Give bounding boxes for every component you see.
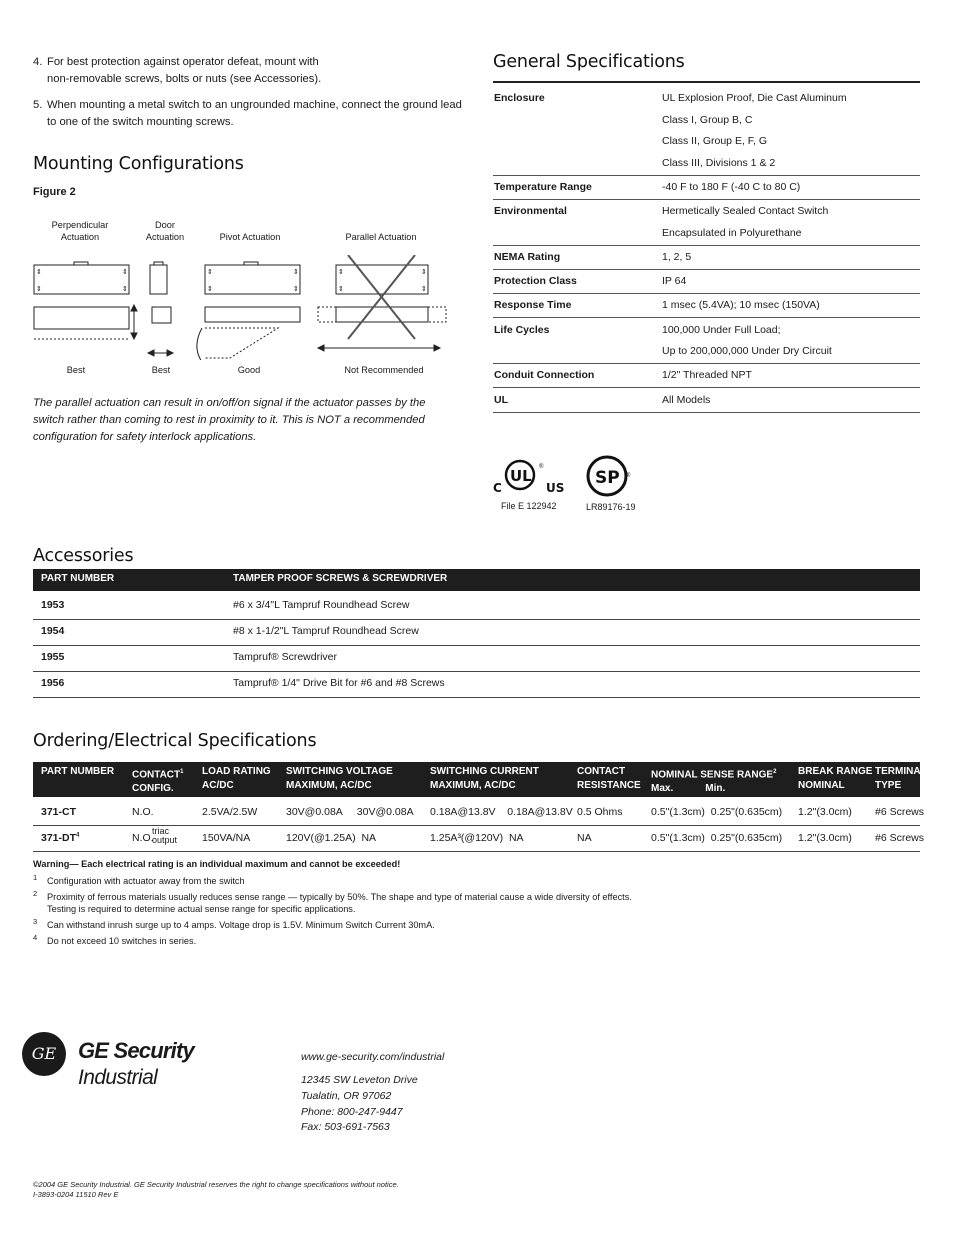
column-header: TERMINAL TYPE: [875, 766, 927, 791]
csa-file-number: LR89176-19: [586, 502, 636, 512]
divider: [493, 387, 920, 388]
switch-body: [34, 265, 129, 294]
ordering-title: Ordering/Electrical Specifications: [33, 731, 317, 751]
contact-config: N.O.: [132, 832, 154, 844]
spec-label-life-cycles: Life Cycles: [494, 324, 550, 336]
svg-text:UL: UL: [510, 467, 532, 485]
spec-label-enclosure: Enclosure: [494, 92, 545, 104]
svg-text:®: ®: [626, 473, 631, 479]
label-best-2: Best: [151, 365, 171, 375]
label-perpendicular: Perpendicular Actuation: [51, 220, 109, 242]
part-description: Tampruf® 1/4" Drive Bit for #6 and #8 Screws: [233, 677, 445, 689]
svg-text:⇕: ⇕: [207, 268, 213, 276]
divider: [493, 245, 920, 246]
note-number: 5.: [33, 99, 43, 111]
spec-value: 1 msec (5.4VA); 10 msec (150VA): [662, 299, 820, 311]
switching-voltage: 30V@0.08A 30V@0.08A: [286, 806, 414, 818]
label-parallel: Parallel Actuation: [345, 232, 417, 242]
divider: [493, 363, 920, 364]
svg-text:⇕: ⇕: [293, 285, 299, 293]
spec-label-protection: Protection Class: [494, 275, 577, 287]
spec-value: 100,000 Under Full Load;: [662, 324, 781, 336]
terminal-type: #6 Screws: [875, 806, 925, 818]
divider: [493, 81, 920, 83]
svg-text:⇕: ⇕: [338, 285, 344, 293]
note-line: When mounting a metal switch to an ungrounded machine, connect the ground lead: [47, 99, 462, 111]
svg-text:®: ®: [539, 464, 544, 470]
csa-logo: [585, 454, 635, 500]
spec-label-nema: NEMA Rating: [494, 251, 561, 263]
break-range: 1.2"(3.0cm): [798, 806, 852, 818]
spec-value: All Models: [662, 394, 711, 406]
svg-text:⇕: ⇕: [36, 268, 42, 276]
column-header: CONTACT$^1$ CONFIG.: [132, 769, 184, 795]
svg-text:⇕: ⇕: [421, 285, 427, 293]
divider: [493, 293, 920, 294]
divider: [33, 851, 920, 852]
switching-current: 1.25A³(@120V) NA: [430, 832, 524, 844]
sense-range: 0.5"(1.3cm) 0.25"(0.635cm): [651, 806, 783, 818]
divider: [493, 412, 920, 413]
column-header: SWITCHING VOLTAGE MAXIMUM, AC/DC: [286, 766, 393, 791]
mounting-diagram: [30, 255, 450, 360]
ul-file-number: File E 122942: [501, 501, 557, 511]
mounting-caption: The parallel actuation can result in on/off/on signal if the actuator passes by the switch rather than coming to rest in proximity to it. This is NOT a recommended configuration for safety interlock applications.: [33, 397, 426, 443]
spec-label-environmental: Environmental: [494, 205, 567, 217]
ordering-header: [33, 762, 927, 797]
spec-label-response: Response Time: [494, 299, 572, 311]
switching-voltage: 120V(@1.25A) NA: [286, 832, 377, 844]
svg-text:⇕: ⇕: [421, 268, 427, 276]
load-rating: 2.5VA/2.5W: [202, 806, 258, 818]
svg-text:⇕: ⇕: [293, 268, 299, 276]
note-line: non-removable screws, bolts or nuts (see Accessories).: [47, 73, 322, 85]
csa-mark-text: SP: [595, 468, 620, 488]
svg-text:⇕: ⇕: [338, 268, 344, 276]
warning-text: Warning— Each electrical rating is an individual maximum and cannot be exceeded!: [33, 859, 401, 869]
contact-address: 12345 SW Leveton Drive Tualatin, OR 97062 Phone: 800-247-9447 Fax: 503-691-7563: [301, 1074, 418, 1134]
column-header: SWITCHING CURRENT MAXIMUM, AC/DC: [430, 766, 539, 791]
column-header: TAMPER PROOF SCREWS & SCREWDRIVER: [233, 573, 448, 584]
column-header: BREAK RANGE NOMINAL: [798, 766, 873, 791]
part-description: Tampruf® Screwdriver: [233, 651, 338, 663]
ul-listed-logo: [490, 458, 570, 496]
legal-notice: ©2004 GE Security Industrial. GE Security Industrial reserves the right to change specifications without notice. I-3893-0204 11510 Rev E: [33, 1180, 399, 1199]
note-line: For best protection against operator defeat, mount with: [47, 56, 319, 68]
spec-value: 1, 2, 5: [662, 251, 692, 263]
spec-value: 1/2" Threaded NPT: [662, 369, 752, 381]
part-number: 1956: [41, 677, 65, 689]
spec-label-ul: UL: [494, 394, 508, 406]
svg-text:⇕: ⇕: [122, 285, 128, 293]
ge-logo: GE: [22, 1032, 66, 1076]
part-number: 1955: [41, 651, 65, 663]
spec-label-conduit: Conduit Connection: [494, 369, 595, 381]
order-part-number: $371-DT^4$: [41, 832, 80, 844]
website-link[interactable]: www.ge-security.com/industrial: [301, 1051, 445, 1063]
ul-c-mark: C: [493, 481, 502, 495]
column-header: LOAD RATING AC/DC: [202, 766, 271, 791]
actuator-body: [34, 307, 129, 329]
part-number: 1953: [41, 599, 65, 611]
divider: [33, 697, 920, 698]
part-number: 1954: [41, 625, 65, 637]
brand-name: GE Security: [78, 1038, 194, 1063]
spec-value: Hermetically Sealed Contact Switch: [662, 205, 829, 217]
order-part-number: 371-CT: [41, 806, 77, 818]
spec-value: Up to 200,000,000 Under Dry Circuit: [662, 345, 832, 357]
divider: [493, 175, 920, 176]
divider: [493, 269, 920, 270]
ul-us-mark: US: [546, 481, 565, 495]
spec-value: Class I, Group B, C: [662, 114, 753, 126]
divider: [33, 619, 920, 620]
figure-label: Figure 2: [33, 186, 76, 198]
load-rating: 150VA/NA: [202, 832, 251, 844]
contact-resistance: NA: [577, 832, 592, 844]
divider: [493, 317, 920, 318]
mounting-title: Mounting Configurations: [33, 154, 244, 174]
label-good: Good: [237, 365, 261, 375]
spec-value: -40 F to 180 F (-40 C to 80 C): [662, 181, 801, 193]
column-header: CONTACT RESISTANCE: [577, 766, 641, 791]
general-specs-title: General Specifications: [493, 52, 685, 72]
accessories-title: Accessories: [33, 546, 134, 566]
note-number: 4.: [33, 56, 43, 68]
divider: [33, 671, 920, 672]
switching-current: 0.18A@13.8V 0.18A@13.8V: [430, 806, 573, 818]
break-range: 1.2"(3.0cm): [798, 832, 852, 844]
contact-config-note: triac output: [152, 826, 178, 845]
label-not-recommended: Not Recommended: [344, 365, 424, 375]
spec-value: Class II, Group E, F, G: [662, 135, 768, 147]
label-door: Door Actuation: [145, 220, 185, 242]
divider: [493, 199, 920, 200]
svg-text:⇕: ⇕: [36, 285, 42, 293]
spec-value: Class III, Divisions 1 & 2: [662, 157, 776, 169]
contact-config: N.O.: [132, 806, 154, 818]
spec-label-temperature: Temperature Range: [494, 181, 592, 193]
spec-value: IP 64: [662, 275, 687, 287]
spec-value: UL Explosion Proof, Die Cast Aluminum: [662, 92, 847, 104]
terminal-type: #6 Screws: [875, 832, 925, 844]
svg-text:⇕: ⇕: [207, 285, 213, 293]
label-pivot: Pivot Actuation: [219, 232, 281, 242]
divider: [33, 645, 920, 646]
column-header: PART NUMBER: [41, 573, 115, 584]
svg-text:⇕: ⇕: [122, 268, 128, 276]
note-line: to one of the switch mounting screws.: [47, 116, 234, 128]
part-description: #6 x 3/4"L Tampruf Roundhead Screw: [233, 599, 410, 611]
sense-range: 0.5"(1.3cm) 0.25"(0.635cm): [651, 832, 783, 844]
spec-value: Encapsulated in Polyurethane: [662, 227, 802, 239]
column-header: PART NUMBER: [41, 766, 115, 777]
accessories-header: [33, 569, 920, 591]
brand-subtitle: Industrial: [78, 1066, 158, 1089]
part-description: #8 x 1-1/2"L Tampruf Roundhead Screw: [233, 625, 419, 637]
contact-resistance: 0.5 Ohms: [577, 806, 623, 818]
column-header: NOMINAL SENSE RANGE$^2$ Max. Min.: [651, 769, 777, 795]
label-best-1: Best: [66, 365, 86, 375]
